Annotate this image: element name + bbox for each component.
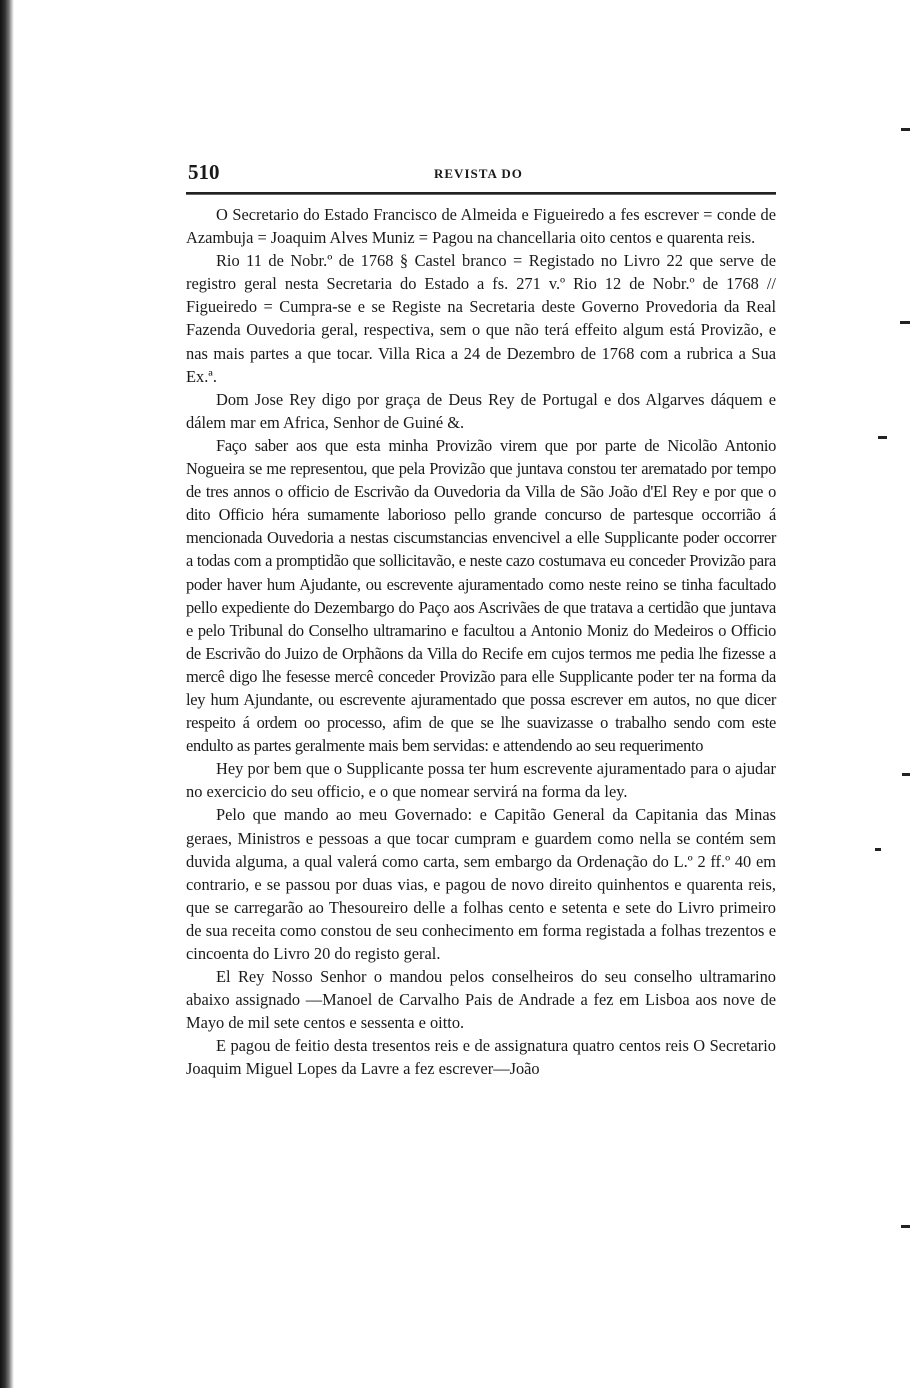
paragraph-4: Faço saber aos que esta minha Provizão virem que por parte de Nicolão Antonio Nogueira se me representou, que pela Provizão que juntava constou ter arematado por tempo de tres annos o officio de Escrivão da Ouvedoria da Villa de São João d'El Rey e por que o dito Officio héra sumamente laborioso pello grande concurso de partesque occorrião á mencionada Ouvedoria a nestas ciscumstancias envencivel a elle Supplicante poder occorrer a todas com a promptidão que sollicitavão, e neste cazo costumava eu conceder Provizão para poder haver hum Ajudante, ou escrevente ajuramentado como neste reino se tinha facultado pello expediente do Dezembargo do Paço aos Ascrivães de que tratava a certidão que juntava e pelo Tribunal do Conselho ultramarino e facultou a Antonio Moniz do Medeiros o Officio de Escrivão do Juizo de Orphãons da Villa do Recife em cujos termos me pedia lhe fizesse a mercê digo lhe fesesse mercê conceder Provizão para elle Supplicante poder ter na forma da ley hum Ajundante, ou escrevente ajuramentado que possa escrever em autos, no que dicer respeito á ordem oo processo, afim de que se lhe suavizasse o trabalho sendo com este endulto as partes geralmente mais bem servidas: e attendendo ao seu requerimento <box>186 435 776 756</box>
scan-speck <box>901 128 910 131</box>
paragraph-7: El Rey Nosso Senhor o mandou pelos conselheiros do seu conselho ultramarino abaixo assignado —Manoel de Carvalho Pais de Andrade a fez em Lisboa aos nove de Mayo de mil sete centos e sessenta e oitto. <box>186 967 776 1033</box>
scan-speck <box>902 773 910 776</box>
running-head: REVISTA DO <box>434 166 523 181</box>
scan-speck <box>901 1225 910 1228</box>
body-text <box>186 203 776 1081</box>
paragraph-5: Hey por bem que o Supplicante possa ter hum escrevente ajuramentado para o ajudar no exercicio do seu officio, e o que nomear servirá na forma da ley. <box>186 759 776 802</box>
scan-speck <box>875 848 881 851</box>
paragraph-1: O Secretario do Estado Francisco de Almeida e Figueiredo a fes escrever = conde de Azambuja = Joaquim Alves Muniz = Pagou na chancellaria oito centos e quarenta reis. <box>186 205 776 248</box>
paragraph-3: Dom Jose Rey digo por graça de Deus Rey de Portugal e dos Algarves dáquem e dálem mar em Africa, Senhor de Guiné &. <box>186 389 776 432</box>
header-rule <box>186 192 776 195</box>
paragraph-6: Pelo que mando ao meu Governado: e Capitão General da Capitania das Minas geraes, Ministros e pessoas a que tocar cumpram e guardem como nella se contém sem duvida alguma, a qual valerá como carta, sem embargo da Ordenação do L.º 2 ff.º 40 em contrario, e se passou por duas vias, e pagou de novo direito quinhentos e quarenta reis, que se carregarão ao Thesoureiro delle a folhas cento e setenta e sete do Livro primeiro de sua receita como constou de seu conhecimento em forma registada a folhas trezentos e cincoenta do Livro 20 do registo geral. <box>186 805 776 963</box>
paragraph-2: Rio 11 de Nobr.º de 1768 § Castel branco = Registado no Livro 22 que serve de registro geral nesta Secretaria do Estado a fs. 271 v.º Rio 12 de Nobr.º de 1768 // Figueiredo = Cumpra-se e se Registe na Secretaria deste Governo Provedoria da Real Fazenda Ouvedoria geral, respectiva, sem o que não terá effeito algum está Provizão, e nas mais partes a que tocar. Villa Rica a 24 de Dezembro de 1768 com a rubrica a Sua Ex.ª. <box>186 251 776 386</box>
page-number: 510 <box>188 160 220 184</box>
scan-speck <box>900 321 910 324</box>
scan-binding-edge <box>0 0 14 1388</box>
scan-speck <box>878 436 887 439</box>
page-header <box>186 158 776 188</box>
paragraph-8: E pagou de feitio desta tresentos reis e de assignatura quatro centos reis O Secretario Joaquim Miguel Lopes da Lavre a fez escrever—João <box>186 1036 776 1079</box>
